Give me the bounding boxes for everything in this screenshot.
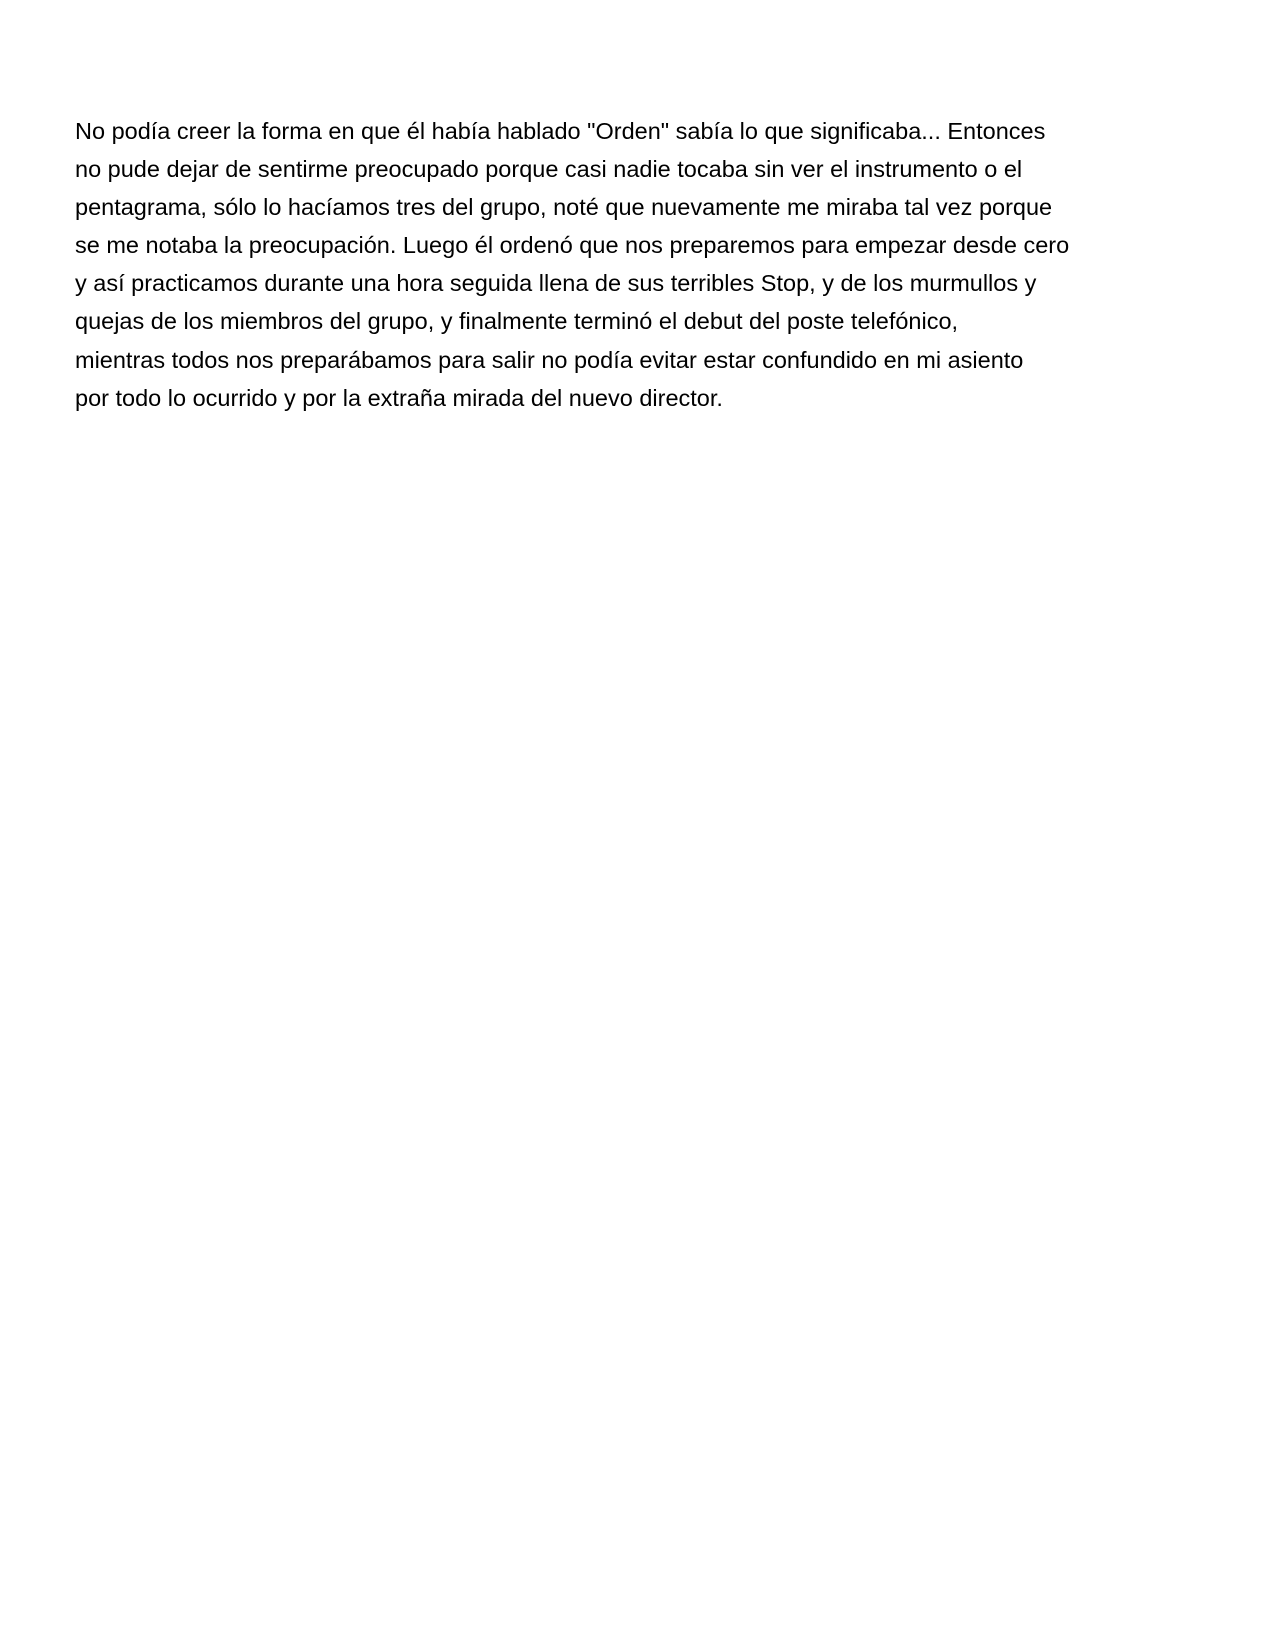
body-paragraph (75, 112, 1215, 417)
paragraph-line: quejas de los miembros del grupo, y finalmente terminó el debut del poste telefónico, (75, 308, 959, 335)
paragraph-line: pentagrama, sólo lo hacíamos tres del grupo, noté que nuevamente me miraba tal vez porque (75, 194, 1053, 221)
paragraph-line: por todo lo ocurrido y por la extraña mirada del nuevo director. (75, 384, 723, 411)
paragraph-line: y así practicamos durante una hora seguida llena de sus terribles Stop, y de los murmullos y (75, 270, 1037, 297)
paragraph-line: se me notaba la preocupación. Luego él ordenó que nos preparemos para empezar desde cero (75, 232, 1070, 259)
paragraph-line: no pude dejar de sentirme preocupado porque casi nadie tocaba sin ver el instrumento o el (75, 156, 1023, 183)
paragraph-line: No podía creer la forma en que él había hablado "Orden" sabía lo que significaba... Entonces (75, 118, 1046, 144)
paragraph-line: mientras todos nos preparábamos para salir no podía evitar estar confundido en mi asiento (75, 346, 1024, 373)
